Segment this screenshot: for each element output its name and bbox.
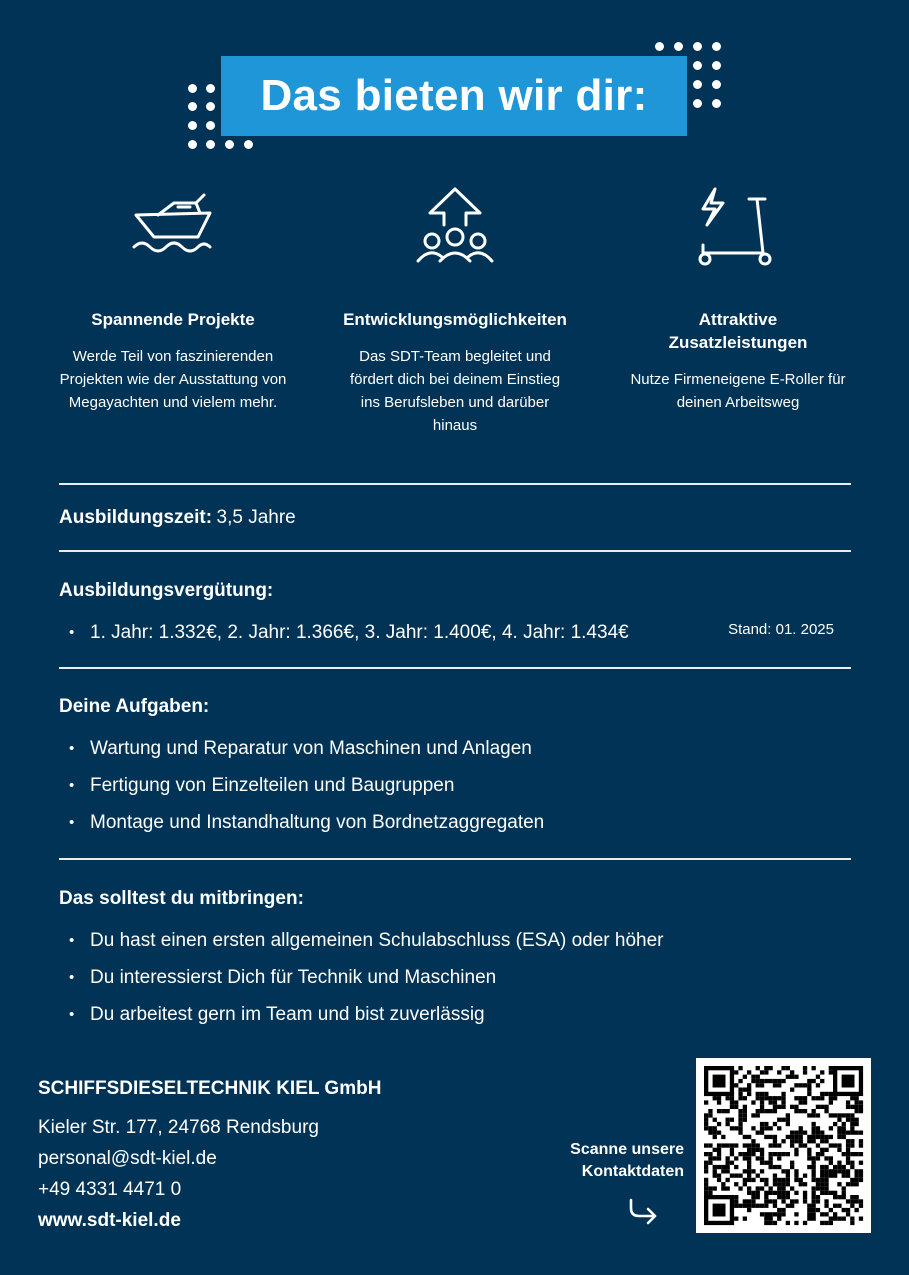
list-item: • Du arbeitest gern im Team und bist zuverlässig (59, 996, 859, 1033)
divider (59, 550, 851, 552)
company-email[interactable]: personal@sdt-kiel.de (38, 1148, 217, 1169)
page-title: Das bieten wir dir: (260, 71, 648, 120)
salary-section (59, 580, 851, 651)
company-website[interactable]: www.sdt-kiel.de (38, 1210, 181, 1231)
scan-prompt (570, 1139, 684, 1183)
company-contact (38, 1078, 381, 1236)
requirements-label: Das solltest du mitbringen: (59, 888, 304, 909)
feature-projects (38, 180, 308, 414)
divider (59, 483, 851, 485)
requirements-list (59, 922, 859, 1033)
feature-text: Werde Teil von faszinierenden Projekten wie der Ausstattung von Megayachten und vielem mehr. (59, 348, 287, 411)
list-item: • Wartung und Reparatur von Maschinen und Anlagen (59, 730, 859, 767)
team-growth-icon (320, 180, 590, 270)
curved-arrow-icon (625, 1196, 659, 1231)
training-duration (59, 507, 859, 529)
company-name: SCHIFFSDIESELTECHNIK KIEL GmbH (38, 1078, 382, 1099)
scan-line-2: Kontaktdaten (581, 1163, 684, 1180)
list-item: • Du interessierst Dich für Technik und Maschinen (59, 959, 859, 996)
feature-text: Nutze Firmeneigene E-Roller für deinen Arbeitsweg (630, 371, 846, 411)
yacht-icon (38, 180, 308, 270)
list-item: • Montage und Instandhaltung von Bordnetzaggregaten (59, 804, 859, 841)
title-banner (221, 56, 687, 136)
salary-label: Ausbildungsvergütung: (59, 580, 274, 601)
feature-title: Attraktive Zusatzleistungen (668, 310, 808, 352)
training-duration-value: 3,5 Jahre (216, 507, 296, 528)
qr-code-icon[interactable] (696, 1058, 871, 1233)
salary-date-note: Stand: 01. 2025 (728, 621, 834, 638)
feature-benefits (603, 180, 873, 414)
list-item: • Du hast einen ersten allgemeinen Schulabschluss (ESA) oder höher (59, 922, 859, 959)
e-scooter-icon (603, 180, 873, 270)
divider (59, 858, 851, 860)
feature-text: Das SDT-Team begleitet und fördert dich bei deinem Einstieg ins Berufsleben und darüber hinaus (349, 348, 561, 434)
tasks-label: Deine Aufgaben: (59, 696, 210, 717)
requirements-section (59, 888, 859, 1033)
list-item: • Fertigung von Einzelteilen und Baugruppen (59, 767, 859, 804)
training-duration-label: Ausbildungszeit: (59, 507, 213, 528)
tasks-list (59, 730, 859, 841)
company-address: Kieler Str. 177, 24768 Rendsburg (38, 1117, 319, 1138)
list-item: • 1. Jahr: 1.332€, 2. Jahr: 1.366€, 3. Jahr: 1.400€, 4. Jahr: 1.434€ (59, 614, 851, 651)
tasks-section (59, 696, 859, 841)
scan-line-1: Scanne unsere (570, 1141, 684, 1158)
company-phone[interactable]: +49 4331 4471 0 (38, 1179, 182, 1200)
feature-title: Spannende Projekte (91, 310, 255, 329)
feature-development (320, 180, 590, 437)
feature-title: Entwicklungsmöglichkeiten (343, 310, 567, 329)
divider (59, 667, 851, 669)
